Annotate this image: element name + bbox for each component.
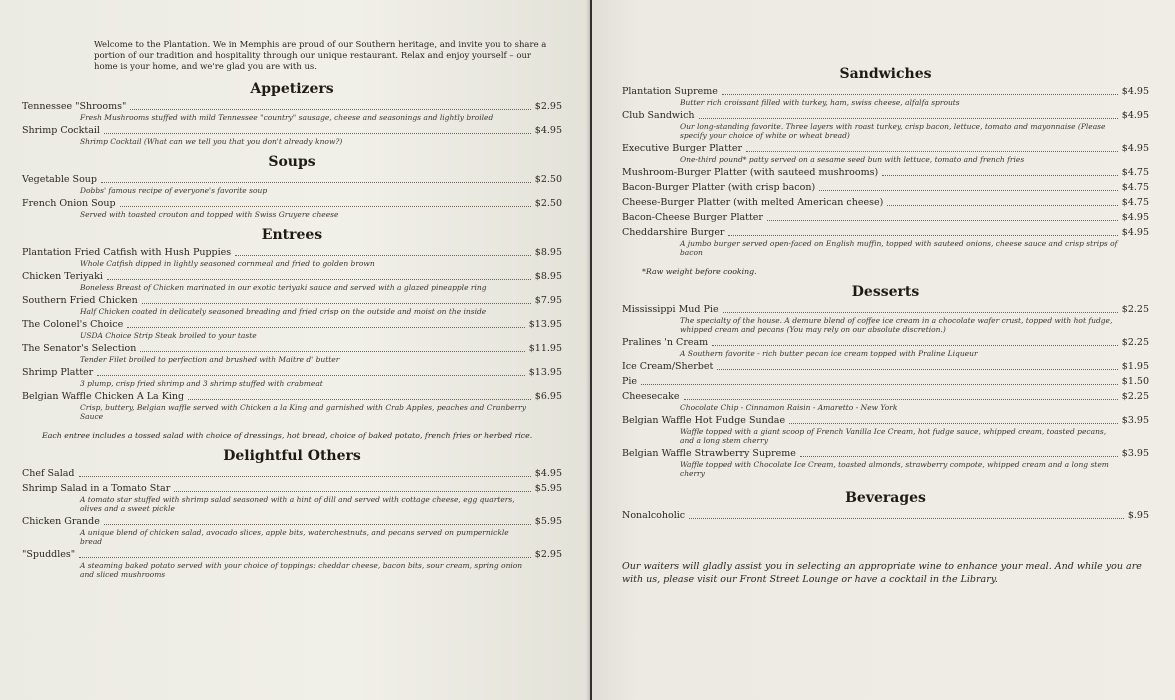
dot-leader <box>882 175 1118 176</box>
menu-item-price: $4.95 <box>1121 212 1149 223</box>
menu-item-price: $4.95 <box>1121 110 1149 121</box>
entrees-note: Each entree includes a tossed salad with choice of dressings, hot bread, choice of baked potato, french fries or herbed rice. <box>42 431 533 440</box>
menu-item-row <box>622 167 1149 179</box>
menu-item-name: Belgian Waffle Chicken A La King <box>22 391 185 402</box>
menu-item-name: Ice Cream/Sherbet <box>622 361 714 372</box>
menu-item-description: A tomato star stuffed with shrimp salad seasoned with a hint of dill and served with cottage cheese, egg quarters, olives and a sweet pickle <box>80 495 515 513</box>
menu-item-price: $6.95 <box>534 391 562 402</box>
menu-item-price: $4.95 <box>1121 86 1149 97</box>
dot-leader <box>722 94 1118 95</box>
appetizers-list <box>22 101 562 146</box>
menu-item-name: Shrimp Cocktail <box>22 125 100 136</box>
dot-leader <box>79 557 531 558</box>
menu-item-row <box>22 391 562 403</box>
welcome-intro: Welcome to the Plantation. We in Memphis are proud of our Southern heritage, and invite you to share a portion of our tradition and hospitality through our unique restaurant. Relax and enjoy yourself – our home is your home, and we're glad you are with us. <box>94 40 547 72</box>
menu-item-name: French Onion Soup <box>22 198 116 209</box>
menu-item <box>622 227 1149 257</box>
beverages-list <box>622 510 1149 522</box>
entrees-heading: Entrees <box>261 227 323 243</box>
menu-item-name: Cheddarshire Burger <box>622 227 725 238</box>
dot-leader <box>120 206 531 207</box>
dot-leader <box>689 518 1124 519</box>
appetizers-heading: Appetizers <box>250 81 334 97</box>
dot-leader <box>767 220 1118 221</box>
menu-item-name: Mushroom-Burger Platter (with sauteed mushrooms) <box>622 167 879 178</box>
menu-item-name: "Spuddles" <box>22 549 76 560</box>
menu-item <box>622 212 1149 224</box>
menu-item-row <box>22 101 562 113</box>
menu-item-name: Bacon-Burger Platter (with crisp bacon) <box>622 182 816 193</box>
menu-item-price: $3.95 <box>1121 448 1149 459</box>
menu-item-name: Cheese-Burger Platter (with melted American cheese) <box>622 197 884 208</box>
menu-item-description: Our long-standing favorite. Three layers with roast turkey, crisp bacon, lettuce, tomato and mayonnaise (Please specify your choice of white or wheat bread) <box>680 122 1106 140</box>
menu-item-row <box>622 304 1149 316</box>
dot-leader <box>127 327 525 328</box>
menu-item-row <box>22 247 562 259</box>
menu-item-price: $4.95 <box>1121 143 1149 154</box>
menu-item-description: A unique blend of chicken salad, avocado slices, apple bits, waterchestnuts, and pecans served on pumpernickle bread <box>80 528 509 546</box>
menu-item-row <box>622 510 1149 522</box>
sandwiches-heading: Sandwiches <box>839 66 932 82</box>
soups-heading: Soups <box>268 154 316 170</box>
menu-item-name: Tennessee "Shrooms" <box>22 101 127 112</box>
menu-item-name: The Colonel's Choice <box>22 319 124 330</box>
menu-item <box>622 167 1149 179</box>
menu-item-description: Half Chicken coated in delicately seasoned breading and fried crisp on the outside and moist on the inside <box>80 307 487 316</box>
menu-item-price: $2.25 <box>1121 304 1149 315</box>
dot-leader <box>684 399 1118 400</box>
menu-item-name: Southern Fried Chicken <box>22 295 138 306</box>
dot-leader <box>101 182 531 183</box>
menu-item-name: Bacon-Cheese Burger Platter <box>622 212 763 223</box>
menu-item-description: Whole Catfish dipped in lightly seasoned cornmeal and fried to golden brown <box>80 259 375 268</box>
dot-leader <box>79 476 531 477</box>
menu-item-price: $5.95 <box>534 483 562 494</box>
menu-item <box>22 174 562 195</box>
menu-item <box>622 376 1149 388</box>
menu-item-name: Chef Salad <box>22 468 75 479</box>
menu-item-row <box>622 212 1149 224</box>
menu-item-name: Pralines 'n Cream <box>622 337 709 348</box>
menu-item-description: Waffle topped with a giant scoop of French Vanilla Ice Cream, hot fudge sauce, whipped cream, toasted pecans, and a long stem cherry <box>680 427 1107 445</box>
menu-item-name: Nonalcoholic <box>622 510 686 521</box>
menu-item-description: Waffle topped with Chocolate Ice Cream, toasted almonds, strawberry compote, whipped cream and a long stem cherry <box>680 460 1109 478</box>
menu-item <box>22 125 562 146</box>
menu-item-name: Plantation Supreme <box>622 86 718 97</box>
menu-item-price: $3.95 <box>1121 415 1149 426</box>
menu-item-name: Chicken Grande <box>22 516 100 527</box>
menu-item-name: Club Sandwich <box>622 110 695 121</box>
menu-item-price: $2.50 <box>534 174 562 185</box>
menu-item <box>22 483 562 513</box>
menu-item-price: $2.50 <box>534 198 562 209</box>
menu-item-row <box>22 516 562 528</box>
sandwiches-list <box>622 86 1149 257</box>
menu-item <box>22 247 562 268</box>
menu-item-price: $2.25 <box>1121 391 1149 402</box>
menu-item <box>22 516 562 546</box>
menu-item-description: One-third pound* patty served on a sesame seed bun with lettuce, tomato and french fries <box>680 155 1025 164</box>
menu-item-price: $1.95 <box>1121 361 1149 372</box>
menu-item-description: USDA Choice Strip Steak broiled to your taste <box>80 331 257 340</box>
menu-item <box>22 295 562 316</box>
menu-item <box>622 86 1149 107</box>
menu-item <box>22 367 562 388</box>
menu-item-row <box>622 110 1149 122</box>
menu-item-description: Boneless Breast of Chicken marinated in our exotic teriyaki sauce and served with a glazed pineapple ring <box>80 283 487 292</box>
dot-leader <box>140 351 524 352</box>
dot-leader <box>104 524 531 525</box>
menu-item-row <box>22 174 562 186</box>
menu-item-description: Tender Filet broiled to perfection and brushed with Maitre d' butter <box>80 355 340 364</box>
menu-item-row <box>622 448 1149 460</box>
sandwiches-note: *Raw weight before cooking. <box>642 267 757 276</box>
menu-item-row <box>22 295 562 307</box>
menu-item-description: Dobbs' famous recipe of everyone's favorite soup <box>80 186 268 195</box>
menu-item-name: Shrimp Platter <box>22 367 94 378</box>
menu-item-description: Shrimp Cocktail (What can we tell you that you don't already know?) <box>80 137 343 146</box>
menu-item-price: $4.95 <box>1121 227 1149 238</box>
menu-item-price: $4.95 <box>534 125 562 136</box>
menu-item-name: Belgian Waffle Strawberry Supreme <box>622 448 796 459</box>
menu-item-price: $4.75 <box>1121 197 1149 208</box>
menu-item <box>622 182 1149 194</box>
menu-item-price: $8.95 <box>534 271 562 282</box>
closing-note: Our waiters will gladly assist you in selecting an appropriate wine to enhance your meal. And while you are with us, please visit our Front Street Lounge or have a cocktail in the Library. <box>622 561 1142 585</box>
dot-leader <box>728 235 1117 236</box>
menu-item-name: Mississippi Mud Pie <box>622 304 719 315</box>
menu-item <box>22 101 562 122</box>
menu-item-price: $7.95 <box>534 295 562 306</box>
menu-item-row <box>622 197 1149 209</box>
dot-leader <box>746 151 1118 152</box>
menu-item-row <box>622 86 1149 98</box>
menu-item-name: Plantation Fried Catfish with Hush Puppies <box>22 247 232 258</box>
menu-item <box>22 468 562 480</box>
menu-item-name: Cheesecake <box>622 391 680 402</box>
menu-item-row <box>22 271 562 283</box>
menu-item-row <box>622 143 1149 155</box>
dot-leader <box>641 384 1118 385</box>
menu-item-row <box>622 227 1149 239</box>
menu-item-price: $8.95 <box>534 247 562 258</box>
menu-item-price: $1.50 <box>1121 376 1149 387</box>
menu-item-price: $13.95 <box>528 319 562 330</box>
menu-item <box>622 510 1149 522</box>
others-heading: Delightful Others <box>223 448 361 464</box>
menu-item <box>622 110 1149 140</box>
menu-item-row <box>22 549 562 561</box>
menu-item-row <box>22 125 562 137</box>
menu-item-row <box>622 415 1149 427</box>
menu-item-description: A jumbo burger served open-faced on English muffin, topped with sauteed onions, cheese sauce and crisp strips of bacon <box>680 239 1118 257</box>
menu-item-price: $2.25 <box>1121 337 1149 348</box>
menu-item <box>622 337 1149 358</box>
menu-item-row <box>622 337 1149 349</box>
dot-leader <box>789 423 1118 424</box>
menu-item <box>622 361 1149 373</box>
dot-leader <box>819 190 1118 191</box>
menu-item-name: Belgian Waffle Hot Fudge Sundae <box>622 415 786 426</box>
menu-item-row <box>22 483 562 495</box>
soups-list <box>22 174 562 219</box>
menu-item-price: $5.95 <box>534 516 562 527</box>
menu-item-price: $2.95 <box>534 549 562 560</box>
menu-item-description: Butter rich croissant filled with turkey, ham, swiss cheese, alfalfa sprouts <box>680 98 960 107</box>
dot-leader <box>97 375 525 376</box>
menu-item-description: Crisp, buttery, Belgian waffle served with Chicken a la King and garnished with Crab Apples, peaches and Cranberry Sauce <box>80 403 526 421</box>
dot-leader <box>723 312 1118 313</box>
menu-item <box>622 197 1149 209</box>
menu-item-price: $13.95 <box>528 367 562 378</box>
menu-item-description: Chocolate Chip - Cinnamon Raisin - Amaretto - New York <box>680 403 898 412</box>
dot-leader <box>188 399 531 400</box>
menu-item-row <box>622 182 1149 194</box>
menu-item <box>22 319 562 340</box>
dot-leader <box>800 456 1118 457</box>
menu-item-row <box>622 391 1149 403</box>
desserts-heading: Desserts <box>851 284 920 300</box>
dot-leader <box>130 109 530 110</box>
menu-item-price: $11.95 <box>528 343 562 354</box>
menu-item-row <box>622 376 1149 388</box>
menu-item-row <box>622 361 1149 373</box>
menu-item-description: 3 plump, crisp fried shrimp and 3 shrimp stuffed with crabmeat <box>80 379 323 388</box>
menu-item-name: The Senator's Selection <box>22 343 137 354</box>
menu-item <box>622 143 1149 164</box>
dot-leader <box>104 133 531 134</box>
dot-leader <box>174 491 531 492</box>
others-list <box>22 468 562 579</box>
dot-leader <box>717 369 1117 370</box>
menu-item <box>22 198 562 219</box>
menu-right-page <box>592 0 1175 700</box>
menu-item-row <box>22 468 562 480</box>
menu-item-description: The specialty of the house. A demure blend of coffee ice cream in a chocolate wafer crust, topped with hot fudge, whipped cream and pecans (You may rely on our absolute discretion.) <box>680 316 1113 334</box>
menu-item-name: Shrimp Salad in a Tomato Star <box>22 483 171 494</box>
menu-item-description: Fresh Mushrooms stuffed with mild Tennessee "country" sausage, cheese and seasonings and lightly broiled <box>80 113 494 122</box>
dot-leader <box>712 345 1118 346</box>
menu-item <box>22 343 562 364</box>
menu-item-name: Pie <box>622 376 638 387</box>
menu-item-name: Vegetable Soup <box>22 174 97 185</box>
menu-item <box>22 391 562 421</box>
menu-item <box>622 448 1149 478</box>
menu-item-price: $4.75 <box>1121 167 1149 178</box>
dot-leader <box>142 303 531 304</box>
menu-item-description: A Southern favorite - rich butter pecan ice cream topped with Praline Liqueur <box>680 349 978 358</box>
menu-item-name: Executive Burger Platter <box>622 143 743 154</box>
menu-item <box>622 391 1149 412</box>
menu-item-price: $4.95 <box>534 468 562 479</box>
menu-item <box>22 549 562 579</box>
menu-item-name: Chicken Teriyaki <box>22 271 103 282</box>
menu-item-row <box>22 343 562 355</box>
menu-item-row <box>22 198 562 210</box>
entrees-list <box>22 247 562 421</box>
menu-item-row <box>22 367 562 379</box>
menu-item-price: $4.75 <box>1121 182 1149 193</box>
menu-item-description: A steaming baked potato served with your choice of toppings: cheddar cheese, bacon bits, sour cream, spring onion and sliced mushrooms <box>80 561 523 579</box>
menu-item <box>622 415 1149 445</box>
menu-item <box>22 271 562 292</box>
menu-item-description: Served with toasted crouton and topped with Swiss Gruyere cheese <box>80 210 339 219</box>
dot-leader <box>699 118 1118 119</box>
menu-item-row <box>22 319 562 331</box>
desserts-list <box>622 304 1149 478</box>
dot-leader <box>235 255 531 256</box>
beverages-heading: Beverages <box>845 490 926 506</box>
menu-item <box>622 304 1149 334</box>
menu-item-price: $2.95 <box>534 101 562 112</box>
menu-item-price: $.95 <box>1127 510 1149 521</box>
dot-leader <box>107 279 531 280</box>
dot-leader <box>887 205 1118 206</box>
